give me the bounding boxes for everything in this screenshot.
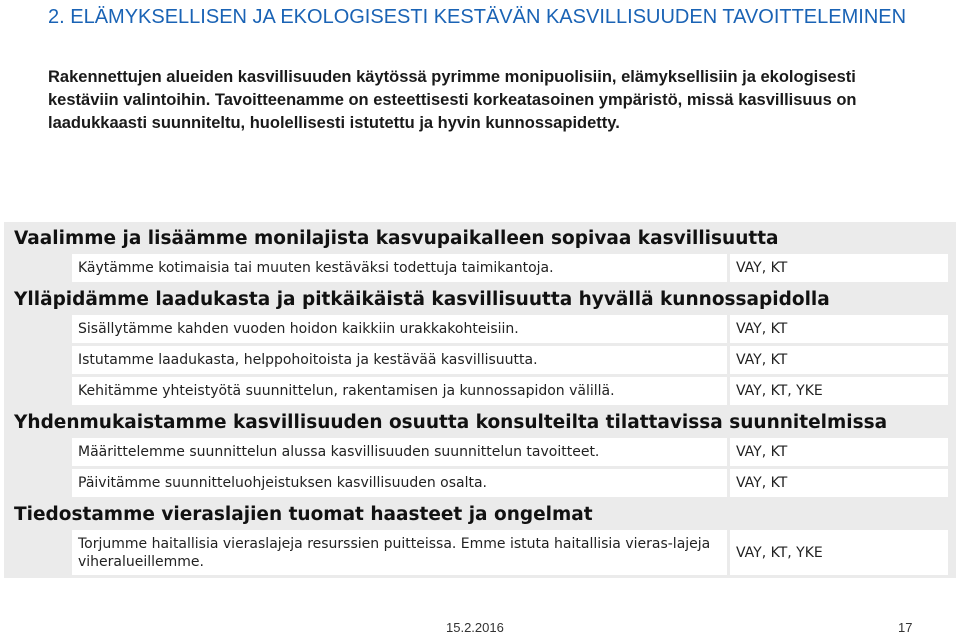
action-text: Sisällytämme kahden vuoden hoidon kaikkiin urakkakohteisiin. (72, 315, 727, 343)
actors-cell: VAY, KT (730, 346, 948, 374)
table-row (72, 346, 948, 374)
actors-cell: VAY, KT, YKE (730, 377, 948, 405)
table-row (72, 469, 948, 497)
page-number: 17 (898, 620, 913, 635)
action-text: Määrittelemme suunnittelun alussa kasvillisuuden suunnittelun tavoitteet. (72, 438, 727, 466)
actors-cell: VAY, KT, YKE (730, 530, 948, 575)
action-text: Päivitämme suunnitteluohjeistuksen kasvillisuuden osalta. (72, 469, 727, 497)
intro-paragraph: Rakennettujen alueiden kasvillisuuden käytössä pyrimme monipuolisiin, elämyksellisiin ja ekologisesti kestäviin valintoihin. Tavoitteenamme on esteettisesti korkeatasoinen ympäristö, missä kasvillisuus on laadukkaasti suunniteltu, huolellisesti istutettu ja hyvin kunnossapidetty. (48, 68, 857, 132)
actors-cell: VAY, KT (730, 469, 948, 497)
table-row (72, 438, 948, 466)
action-text: Käytämme kotimaisia tai muuten kestäväksi todettuja taimikantoja. (72, 254, 727, 282)
table-row (72, 530, 948, 575)
action-text: Torjumme haitallisia vieraslajeja resurssien puitteissa. Emme istuta haitallisia vieras-lajeja viheralueillemme. (72, 530, 727, 575)
table-row (72, 254, 948, 282)
actors-cell: VAY, KT (730, 254, 948, 282)
action-text: Kehitämme yhteistyötä suunnittelun, rakentamisen ja kunnossapidon välillä. (72, 377, 727, 405)
section-heading: Ylläpidämme laadukasta ja pitkäikäistä kasvillisuutta hyvällä kunnossapidolla (14, 289, 830, 310)
slide-title: 2. ELÄMYKSELLISEN JA EKOLOGISESTI KESTÄVÄN KASVILLISUUDEN TAVOITTELEMINEN (48, 6, 907, 28)
section-heading: Tiedostamme vieraslajien tuomat haasteet ja ongelmat (14, 504, 593, 525)
table-row (72, 377, 948, 405)
actors-cell: VAY, KT (730, 315, 948, 343)
goals-table (4, 222, 956, 578)
action-text: Istutamme laadukasta, helppohoitoista ja kestävää kasvillisuutta. (72, 346, 727, 374)
actors-cell: VAY, KT (730, 438, 948, 466)
table-row (72, 315, 948, 343)
footer-date: 15.2.2016 (446, 620, 504, 635)
section-heading: Vaalimme ja lisäämme monilajista kasvupaikalleen sopivaa kasvillisuutta (14, 228, 779, 249)
section-heading: Yhdenmukaistamme kasvillisuuden osuutta konsulteilta tilattavissa suunnitelmissa (14, 412, 888, 433)
